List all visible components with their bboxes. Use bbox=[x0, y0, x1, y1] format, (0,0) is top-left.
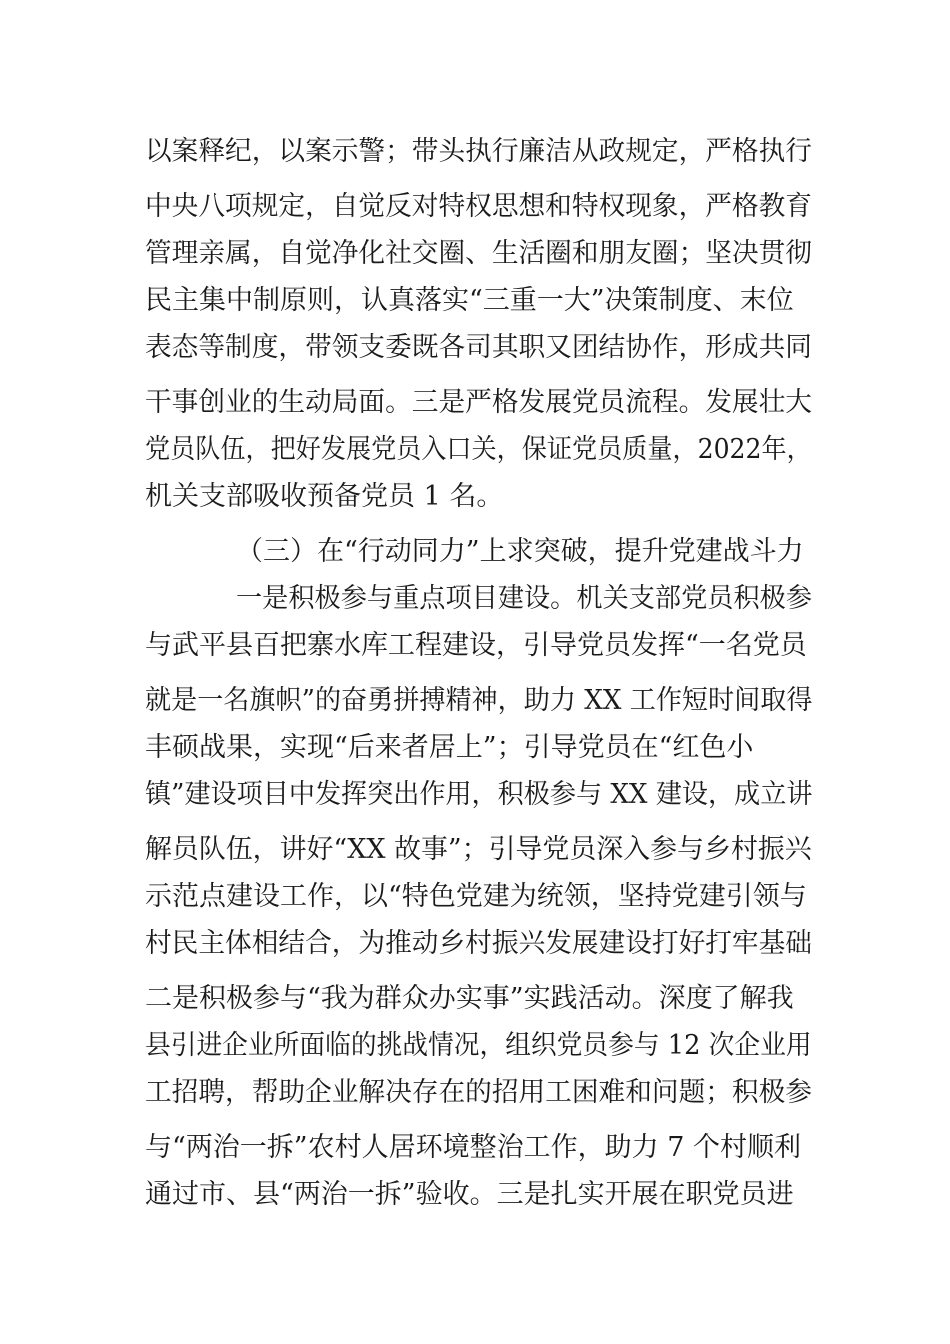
text-line: 与武平县百把寨水库工程建设，引导党员发挥“一名党员 bbox=[145, 630, 807, 661]
text-line: 丰硕战果，实现“后来者居上”；引导党员在“红色小 bbox=[145, 732, 754, 763]
text-line: 工招聘，帮助企业解决存在的招用工困难和问题；积极参 bbox=[145, 1077, 812, 1108]
text-line: 示范点建设工作，以“特色党建为统领，坚持党建引领与 bbox=[145, 881, 807, 912]
text-line: 解员队伍，讲好“XX 故事”；引导党员深入参与乡村振兴 bbox=[145, 834, 812, 865]
text-line: 机关支部吸收预备党员 1 名。 bbox=[145, 481, 504, 512]
text-line: 民主集中制原则，认真落实“三重一大”决策制度、末位 bbox=[145, 285, 794, 316]
text-line: 干事创业的生动局面。三是严格发展党员流程。发展壮大 bbox=[145, 387, 812, 418]
text-line: 以案释纪，以案示警；带头执行廉洁从政规定，严格执行 bbox=[145, 136, 812, 167]
text-line: 一是积极参与重点项目建设。机关支部党员积极参 bbox=[236, 583, 813, 614]
text-line: 二是积极参与“我为群众办实事”实践活动。深度了解我 bbox=[145, 983, 794, 1014]
text-line: 村民主体相结合，为推动乡村振兴发展建设打好打牢基础 bbox=[145, 928, 812, 959]
text-line: 管理亲属，自觉净化社交圈、生活圈和朋友圈；坚决贯彻 bbox=[145, 238, 812, 269]
text-line: 县引进企业所面临的挑战情况，组织党员参与 12 次企业用 bbox=[145, 1030, 812, 1061]
text-line: 党员队伍，把好发展党员入口关，保证党员质量，2022年， bbox=[145, 434, 812, 465]
text-line: 通过市、县“两治一拆”验收。三是扎实开展在职党员进 bbox=[145, 1179, 794, 1210]
section-heading: （三）在“行动同力”上求突破，提升党建战斗力 bbox=[236, 536, 804, 567]
text-line: 就是一名旗帜”的奋勇拼搏精神，助力 XX 工作短时间取得 bbox=[145, 685, 813, 716]
text-line: 镇”建设项目中发挥突出作用，积极参与 XX 建设，成立讲 bbox=[145, 779, 813, 810]
text-line: 与“两治一拆”农村人居环境整治工作，助力 7 个村顺利 bbox=[145, 1132, 801, 1163]
text-line: 表态等制度，带领支委既各司其职又团结协作，形成共同 bbox=[145, 332, 812, 363]
text-line: 中央八项规定，自觉反对特权思想和特权现象，严格教育 bbox=[145, 191, 812, 222]
